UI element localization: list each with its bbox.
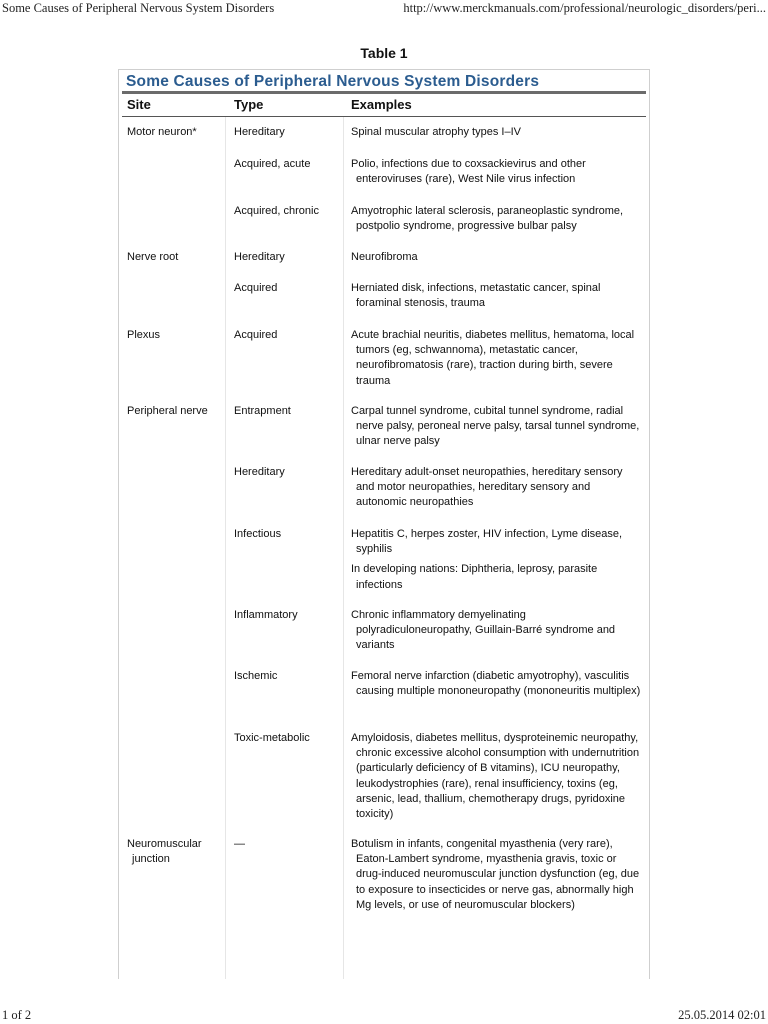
cell-type: Acquired: [234, 282, 278, 294]
column-header-type: Type: [234, 97, 264, 112]
table-title-rule: [122, 91, 646, 94]
cell-type: Acquired, acute: [234, 158, 311, 170]
cell-examples: Carpal tunnel syndrome, cubital tunnel syndrome, radial nerve palsy, peroneal nerve palsy, tarsal tunnel syndrome, ulnar nerve palsy: [351, 405, 640, 448]
cell-site: Plexus: [127, 329, 161, 341]
column-header-examples: Examples: [351, 97, 412, 112]
print-header-url: http://www.merckmanuals.com/professional/neurologic_disorders/peri...: [403, 1, 766, 15]
cell-examples: Chronic inflammatory demyelinating polyradiculoneuropathy, Guillain-Barré syndrome and variants: [351, 609, 616, 652]
cell-examples: Amyloidosis, diabetes mellitus, dysproteinemic neuropathy, chronic excessive alcohol consumption with undernutrition (particularly deficiency of B vitamins), ICU neuropathy, leukodystrophies (rare), renal insufficiency, toxins (eg, arsenic, lead, thallium, chemotherapy drugs, pyridoxine toxicity): [351, 732, 640, 821]
cell-type: Inflammatory: [234, 609, 298, 621]
table-caption: Table 1: [360, 45, 408, 61]
cell-examples: Polio, infections due to coxsackievirus and other enteroviruses (rare), West Nile virus infection: [351, 158, 586, 186]
print-header-title: Some Causes of Peripheral Nervous System Disorders: [2, 1, 275, 15]
cell-examples: Hereditary adult-onset neuropathies, hereditary sensory and motor neuropathies, hereditary sensory and autonomic neuropathies: [351, 466, 623, 509]
cell-type: Hereditary: [234, 466, 285, 478]
cell-type: Toxic-metabolic: [234, 732, 310, 744]
cell-examples: Acute brachial neuritis, diabetes mellitus, hematoma, local tumors (eg, schwannoma), metastatic cancer, neurofibromatosis (rare), traction during birth, severe trauma: [351, 329, 635, 387]
cell-site: Nerve root: [127, 251, 179, 263]
cell-examples: Spinal muscular atrophy types I–IV: [351, 126, 521, 138]
page-number: 1 of 2: [2, 1008, 32, 1022]
print-footer: [0, 1006, 768, 1024]
cell-type: Ischemic: [234, 670, 278, 682]
cell-type: Infectious: [234, 528, 282, 540]
cell-examples: Hepatitis C, herpes zoster, HIV infection, Lyme disease, syphilis In developing nations: Diphtheria, leprosy, parasite infections: [351, 528, 623, 591]
cell-examples: Herniated disk, infections, metastatic cancer, spinal foraminal stenosis, trauma: [351, 282, 601, 310]
print-datetime: 25.05.2014 02:01: [678, 1008, 766, 1022]
table-frame: [118, 69, 650, 979]
cell-examples: Amyotrophic lateral sclerosis, paraneoplastic syndrome, postpolio syndrome, progressive bulbar palsy: [351, 205, 624, 233]
cell-type: Hereditary: [234, 251, 285, 263]
cell-type: Acquired: [234, 329, 278, 341]
column-header-site: Site: [127, 97, 151, 112]
cell-site: Motor neuron*: [127, 126, 197, 138]
cell-type: Entrapment: [234, 405, 291, 417]
table-header-row: [119, 97, 649, 115]
table-title: Some Causes of Peripheral Nervous System Disorders: [126, 73, 540, 90]
cell-examples: Botulism in infants, congenital myasthenia (very rare), Eaton-Lambert syndrome, myasthenia gravis, toxic or drug-induced neuromuscular junction dysfunction (eg, due to exposure to insecticides or nerve gas, abnormally high Mg levels, or use of neuromuscular blockers): [351, 838, 640, 911]
cell-type: Hereditary: [234, 126, 285, 138]
cell-site: Peripheral nerve: [127, 405, 208, 417]
cell-type: Acquired, chronic: [234, 205, 319, 217]
cell-type: —: [234, 838, 245, 850]
cell-examples: Femoral nerve infarction (diabetic amyotrophy), vasculitis causing multiple mononeuropathy (mononeuritis multiplex): [351, 670, 641, 698]
cell-examples: Neurofibroma: [351, 251, 418, 263]
table-header-rule: [122, 116, 646, 117]
print-header: [0, 0, 768, 18]
cell-site: Neuromuscular junction: [127, 838, 202, 866]
